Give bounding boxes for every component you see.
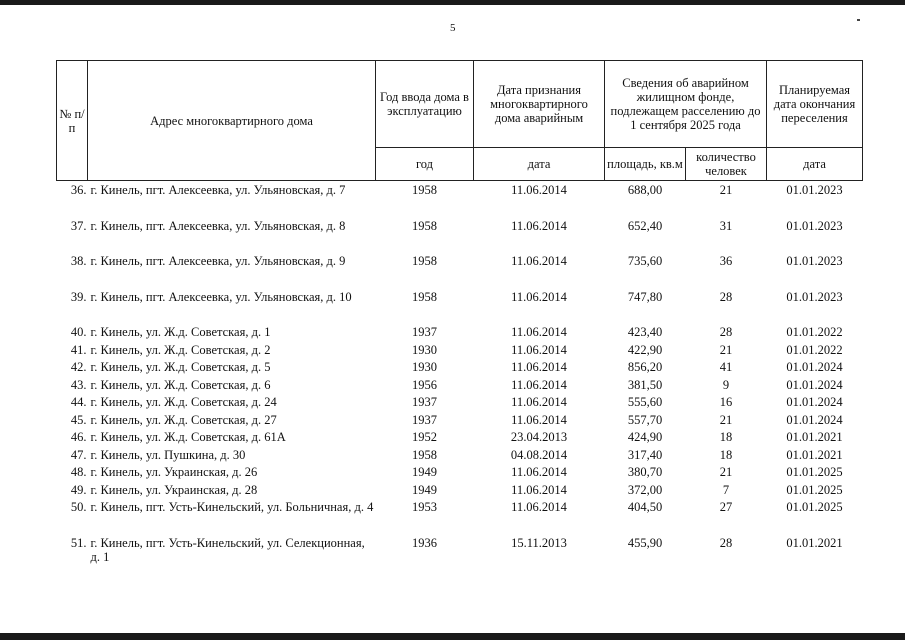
row-address: г. Кинель, ул. Ж.д. Советская, д. 61А: [90, 430, 286, 444]
row-number: 50.: [70, 500, 87, 514]
row-end-date: 01.01.2023: [786, 183, 843, 197]
row-end-date: 01.01.2025: [786, 465, 843, 479]
row-number: 40.: [70, 325, 87, 339]
table-row: [57, 343, 863, 361]
table-row: [57, 254, 863, 290]
row-date: 11.06.2014: [511, 465, 567, 479]
table-row: [57, 448, 863, 466]
table-row: [57, 360, 863, 378]
row-area: 404,50: [627, 500, 663, 514]
row-date: 11.06.2014: [511, 342, 567, 357]
row-date: 15.11.2013: [511, 535, 567, 550]
row-area: 747,80: [627, 289, 663, 304]
table-row: [57, 536, 863, 572]
row-number: 45.: [70, 412, 87, 427]
row-people: 28: [719, 289, 733, 304]
row-end-date: 01.01.2024: [786, 360, 843, 374]
row-address: г. Кинель, ул. Ж.д. Советская, д. 27: [90, 412, 277, 427]
header-end-sub: дата: [767, 148, 863, 181]
row-year: 1958: [412, 218, 437, 233]
row-people: 27: [719, 500, 733, 514]
row-address: г. Кинель, ул. Украинская, д. 28: [90, 482, 258, 497]
header-emergency-info: Сведения об аварийном жилищном фонде, подлежащем расселению до 1 сентября 2025 года: [605, 61, 767, 148]
row-area: 424,90: [627, 430, 663, 444]
row-people: 21: [719, 412, 733, 427]
row-number: 42.: [70, 360, 87, 374]
table-row: [57, 219, 863, 255]
row-area: 735,60: [627, 254, 663, 268]
row-area: 422,90: [627, 342, 663, 357]
row-number: 39.: [70, 289, 87, 304]
row-year: 1930: [412, 342, 437, 357]
row-date: 11.06.2014: [511, 325, 567, 339]
row-date: 11.06.2014: [511, 218, 567, 233]
row-area: 555,60: [627, 395, 663, 409]
row-number: 44.: [70, 395, 87, 409]
row-address: г. Кинель, пгт. Алексеевка, ул. Ульяновская, д. 7: [90, 183, 346, 197]
bottom-edge-bar: [0, 633, 905, 640]
table-row: [57, 430, 863, 448]
row-number: 46.: [70, 430, 87, 444]
row-number: 49.: [70, 482, 87, 497]
table-row: [57, 378, 863, 396]
row-date: 23.04.2013: [510, 430, 568, 444]
row-address: г. Кинель, ул. Ж.д. Советская, д. 6: [90, 377, 271, 392]
row-people: 21: [719, 465, 733, 479]
row-people: 36: [719, 254, 733, 268]
row-number: 48.: [70, 465, 87, 479]
row-end-date: 01.01.2023: [786, 254, 843, 268]
resettlement-table: [56, 60, 863, 571]
row-year: 1953: [412, 500, 437, 514]
row-people: 16: [719, 395, 733, 409]
row-address: г. Кинель, пгт. Усть-Кинельский, ул. Больничная, д. 4: [90, 500, 374, 514]
row-address: г. Кинель, ул. Ж.д. Советская, д. 24: [90, 395, 277, 409]
row-people: 28: [719, 325, 733, 339]
row-address: г. Кинель, пгт. Усть-Кинельский, ул. Селекционная, д. 1: [90, 535, 365, 564]
header-area-sub: площадь, кв.м: [605, 148, 686, 181]
page-number: 5: [450, 22, 456, 34]
row-year: 1936: [412, 535, 437, 550]
row-area: 380,70: [627, 465, 663, 479]
table-row: [57, 395, 863, 413]
top-edge-bar: [0, 0, 905, 5]
header-planned-end: Планируемая дата окончания переселения: [767, 61, 863, 148]
row-end-date: 01.01.2024: [786, 412, 843, 427]
row-date: 11.06.2014: [511, 183, 567, 197]
row-people: 18: [719, 447, 733, 462]
row-year: 1937: [412, 325, 437, 339]
table-row: [57, 413, 863, 431]
row-year: 1949: [412, 482, 437, 497]
row-date: 11.06.2014: [511, 500, 567, 514]
row-people: 41: [719, 360, 733, 374]
header-date-sub: дата: [474, 148, 605, 181]
row-people: 21: [719, 183, 733, 197]
table-body: [57, 181, 863, 572]
row-end-date: 01.01.2025: [786, 500, 843, 514]
row-year: 1949: [412, 465, 437, 479]
table-row: [57, 483, 863, 501]
row-year: 1958: [412, 447, 437, 462]
row-year: 1956: [412, 377, 437, 392]
header-recognition-date: Дата признания многоквартирного дома аварийным: [474, 61, 605, 148]
row-year: 1958: [412, 254, 437, 268]
table-row: [57, 465, 863, 483]
row-people: 21: [719, 342, 733, 357]
row-area: 688,00: [627, 183, 663, 197]
row-area: 381,50: [627, 377, 663, 392]
header-number: № п/п: [57, 61, 88, 181]
row-end-date: 01.01.2022: [786, 342, 843, 357]
row-address: г. Кинель, пгт. Алексеевка, ул. Ульяновская, д. 8: [90, 218, 346, 233]
row-year: 1952: [412, 430, 437, 444]
row-date: 11.06.2014: [511, 254, 567, 268]
row-area: 423,40: [627, 325, 663, 339]
row-area: 372,00: [627, 482, 663, 497]
row-number: 37.: [70, 218, 87, 233]
row-date: 04.08.2014: [510, 447, 568, 462]
header-people-sub: количество человек: [686, 148, 767, 181]
row-end-date: 01.01.2023: [786, 289, 843, 304]
row-year: 1930: [412, 360, 437, 374]
row-end-date: 01.01.2024: [786, 395, 843, 409]
row-area: 455,90: [627, 535, 663, 550]
row-year: 1937: [412, 395, 437, 409]
row-end-date: 01.01.2024: [786, 377, 843, 392]
row-people: 9: [722, 377, 730, 392]
row-area: 856,20: [627, 360, 663, 374]
header-year-sub: год: [376, 148, 474, 181]
row-end-date: 01.01.2025: [786, 482, 843, 497]
row-end-date: 01.01.2022: [786, 325, 843, 339]
header-address: Адрес многоквартирного дома: [88, 61, 376, 181]
table-row: [57, 325, 863, 343]
row-address: г. Кинель, ул. Ж.д. Советская, д. 1: [90, 325, 271, 339]
row-number: 47.: [70, 447, 87, 462]
row-year: 1958: [412, 183, 437, 197]
row-number: 51.: [70, 535, 87, 550]
row-people: 7: [722, 482, 730, 497]
row-address: г. Кинель, пгт. Алексеевка, ул. Ульяновская, д. 9: [90, 254, 346, 268]
header-year: Год ввода дома в эксплуатацию: [376, 61, 474, 148]
table-header: [57, 61, 863, 181]
table-row: [57, 500, 863, 536]
row-year: 1958: [412, 289, 437, 304]
row-address: г. Кинель, ул. Ж.д. Советская, д. 5: [90, 360, 271, 374]
row-date: 11.06.2014: [511, 412, 567, 427]
row-address: г. Кинель, пгт. Алексеевка, ул. Ульяновская, д. 10: [90, 289, 352, 304]
row-address: г. Кинель, ул. Ж.д. Советская, д. 2: [90, 342, 271, 357]
row-number: 41.: [70, 342, 87, 357]
row-date: 11.06.2014: [511, 482, 567, 497]
row-date: 11.06.2014: [511, 377, 567, 392]
row-people: 31: [719, 218, 733, 233]
row-end-date: 01.01.2021: [786, 430, 843, 444]
row-end-date: 01.01.2021: [786, 535, 843, 550]
row-number: 38.: [70, 254, 87, 268]
scan-mark: [857, 19, 860, 21]
row-year: 1937: [412, 412, 437, 427]
row-date: 11.06.2014: [511, 395, 567, 409]
row-area: 557,70: [627, 412, 663, 427]
row-people: 18: [719, 430, 733, 444]
row-number: 36.: [70, 183, 87, 197]
row-area: 317,40: [627, 447, 663, 462]
row-end-date: 01.01.2021: [786, 447, 843, 462]
table-row: [57, 290, 863, 326]
row-date: 11.06.2014: [511, 289, 567, 304]
row-address: г. Кинель, ул. Пушкина, д. 30: [90, 447, 246, 462]
row-number: 43.: [70, 377, 87, 392]
row-address: г. Кинель, ул. Украинская, д. 26: [90, 465, 258, 479]
row-area: 652,40: [627, 218, 663, 233]
row-people: 28: [719, 535, 733, 550]
row-date: 11.06.2014: [511, 360, 567, 374]
row-end-date: 01.01.2023: [786, 218, 843, 233]
table-row: [57, 181, 863, 219]
